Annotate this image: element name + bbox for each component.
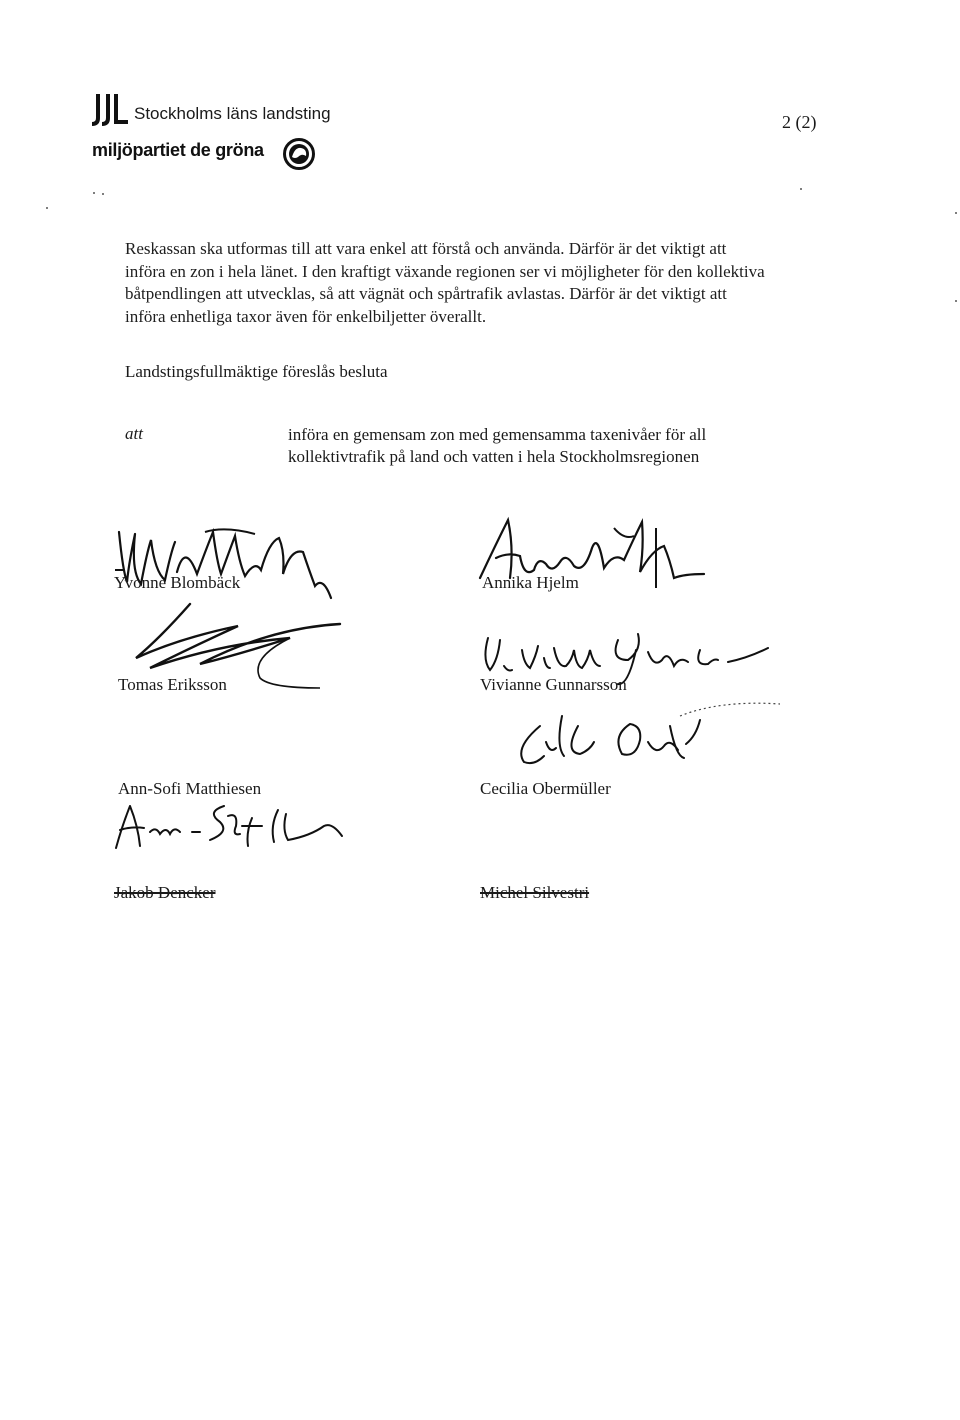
proposal-heading: Landstingsfullmäktige föreslås besluta [125,362,388,381]
page-number: 2 (2) [782,112,817,132]
scan-speck [46,207,48,209]
scan-speck [102,193,104,195]
signer-name: Yvonne Blombäck [114,573,241,592]
signer-name: Cecilia Obermüller [480,779,611,798]
scan-speck [800,188,802,190]
att-clause: införa en gemensam zon med gemensamma taxenivåer för all kollektivtrafik på land och vatten i hela Stockholmsregionen [288,425,707,466]
scan-speck [955,212,957,214]
signature-cecilia-obermuller [500,696,790,776]
scan-speck [955,300,957,302]
signer-name: Ann-Sofi Matthiesen [118,779,262,798]
att-label: att [125,424,143,443]
signer-name: Annika Hjelm [482,573,579,592]
org-name: Stockholms läns landsting [134,104,331,123]
signature-yvonne-blomback [105,512,345,612]
scan-speck [93,192,95,194]
signer-name: Vivianne Gunnarsson [480,675,627,694]
signer-name: Tomas Eriksson [118,675,227,694]
signer-name-unsigned: Michel Silvestri [480,883,590,902]
sll-logo-icon [88,92,128,128]
party-logo-icon [283,138,315,170]
signature-ann-sofi-matthiesen [110,796,350,856]
body-paragraph: Reskassan ska utformas till att vara enkel att förstå och använda. Därför är det viktigt att införa en zon i hela länet. I den kraftigt växande regionen ser vi möjligheter för den kollektiva båtpendlingen att utvecklas, så att vägnät och spårtrafik avlastas. Därför är det viktigt att införa enhetliga taxor även för enkelbiljetter överallt. [125,239,765,326]
party-name: miljöpartiet de gröna [92,140,264,160]
signer-name-unsigned: Jakob Dencker [114,883,216,902]
